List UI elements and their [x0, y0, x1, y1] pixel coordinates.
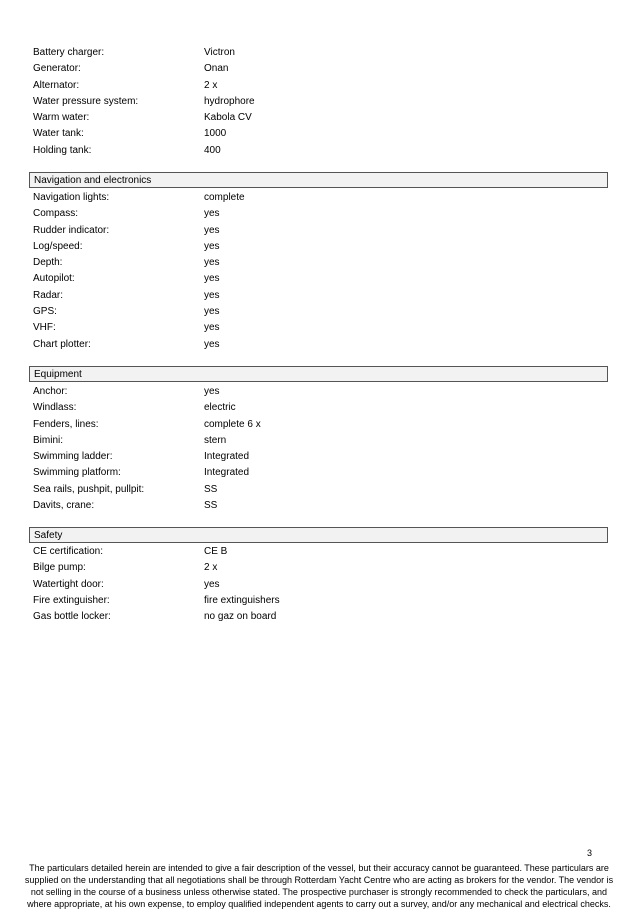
spec-value: yes [204, 338, 220, 350]
spec-row [33, 384, 608, 400]
spec-label: Fenders, lines: [33, 418, 99, 430]
spec-value: 2 x [204, 79, 218, 91]
spec-row [33, 255, 608, 271]
spec-row [33, 223, 608, 239]
spec-row [33, 609, 608, 625]
spec-value: SS [204, 483, 218, 495]
spec-value: yes [204, 208, 220, 220]
page-number: 3 [586, 848, 592, 858]
spec-row [33, 320, 608, 336]
spec-row [33, 449, 608, 465]
spec-value: hydrophore [204, 95, 255, 107]
spec-value: yes [204, 240, 220, 252]
spec-label: Warm water: [33, 112, 90, 124]
spec-label: Fire extinguisher: [33, 594, 110, 606]
spec-value: yes [204, 322, 220, 334]
spec-label: Water pressure system: [33, 95, 139, 107]
spec-row [33, 482, 608, 498]
disclaimer-footer: The particulars detailed herein are intended to give a fair description of the vessel, but their accuracy cannot be guaranteed. These particulars are supplied on the understanding that all negotiations shall be through Rotterdam Yacht Centre who are acting as brokers for the vendor. The vendor is not selling in the course of a business unless otherwise stated. The prospective purchaser is strongly recommended to check the particulars, and where appropriate, at his own expense, to employ qualified independent agents to carry out a survey, and/or any mechanical and electrical checks. [24, 863, 614, 909]
spec-value: yes [204, 224, 220, 236]
spec-label: Generator: [33, 63, 81, 75]
spec-value: CE B [204, 546, 228, 557]
spec-value: no gaz on board [204, 611, 277, 623]
spec-row [33, 337, 608, 353]
spec-label: Radar: [33, 289, 64, 301]
spec-value: 1000 [204, 128, 227, 140]
spec-value: complete 6 x [204, 418, 261, 430]
spec-value: Kabola CV [204, 112, 252, 124]
spec-value: Integrated [204, 451, 250, 463]
spec-value: yes [204, 273, 220, 285]
spec-label: Gas bottle locker: [33, 611, 111, 623]
spec-row [33, 433, 608, 449]
spec-row [33, 94, 608, 110]
spec-label: Autopilot: [33, 273, 75, 285]
spec-row [33, 544, 608, 560]
spec-label: Depth: [33, 257, 63, 269]
spec-value: Integrated [204, 467, 250, 479]
navigation-section [33, 190, 608, 353]
spec-row [33, 45, 608, 61]
spec-value: electric [204, 402, 236, 414]
spec-value: yes [204, 306, 220, 318]
spec-row [33, 61, 608, 77]
spec-row [33, 78, 608, 94]
spec-row [33, 126, 608, 142]
spec-row [33, 465, 608, 481]
spec-label: Sea rails, pushpit, pullpit: [33, 483, 145, 495]
spec-value: yes [204, 386, 220, 397]
spec-label: CE certification: [33, 546, 104, 557]
section-header-safety: Safety [29, 527, 608, 543]
spec-row [33, 239, 608, 255]
spec-value: 2 x [204, 562, 218, 574]
spec-row [33, 304, 608, 320]
spec-row [33, 143, 608, 159]
spec-label: Log/speed: [33, 240, 83, 252]
spec-row [33, 206, 608, 222]
spec-label: Bimini: [33, 434, 64, 446]
spec-label: GPS: [33, 306, 57, 318]
spec-label: Anchor: [33, 386, 68, 397]
utilities-section [33, 45, 608, 159]
spec-value: complete [204, 192, 245, 203]
spec-row [33, 417, 608, 433]
equipment-section [33, 384, 608, 514]
spec-value: SS [204, 500, 218, 512]
spec-row [33, 271, 608, 287]
spec-value: Onan [204, 63, 229, 75]
section-header-navigation: Navigation and electronics [29, 172, 608, 188]
spec-value: 400 [204, 144, 221, 156]
spec-label: Compass: [33, 208, 79, 220]
spec-label: Navigation lights: [33, 192, 110, 203]
spec-value: yes [204, 257, 220, 269]
spec-row [33, 288, 608, 304]
spec-value: fire extinguishers [204, 594, 280, 606]
spec-label: Water tank: [33, 128, 84, 140]
section-header-equipment: Equipment [29, 366, 608, 382]
spec-row [33, 110, 608, 126]
spec-label: Swimming ladder: [33, 451, 113, 463]
spec-label: Watertight door: [33, 578, 104, 590]
spec-label: Davits, crane: [33, 500, 95, 512]
spec-value: stern [204, 434, 227, 446]
spec-label: Chart plotter: [33, 338, 91, 350]
spec-label: VHF: [33, 322, 56, 334]
spec-row [33, 498, 608, 514]
spec-label: Windlass: [33, 402, 77, 414]
spec-row [33, 190, 608, 206]
spec-label: Rudder indicator: [33, 224, 110, 236]
spec-row [33, 577, 608, 593]
spec-label: Bilge pump: [33, 562, 86, 574]
safety-section [33, 544, 608, 625]
spec-value: yes [204, 289, 220, 301]
spec-value: Victron [204, 47, 235, 58]
spec-row [33, 400, 608, 416]
spec-label: Battery charger: [33, 47, 105, 58]
spec-row [33, 560, 608, 576]
spec-label: Holding tank: [33, 144, 92, 156]
spec-row [33, 593, 608, 609]
spec-value: yes [204, 578, 220, 590]
spec-label: Swimming platform: [33, 467, 121, 479]
spec-label: Alternator: [33, 79, 80, 91]
